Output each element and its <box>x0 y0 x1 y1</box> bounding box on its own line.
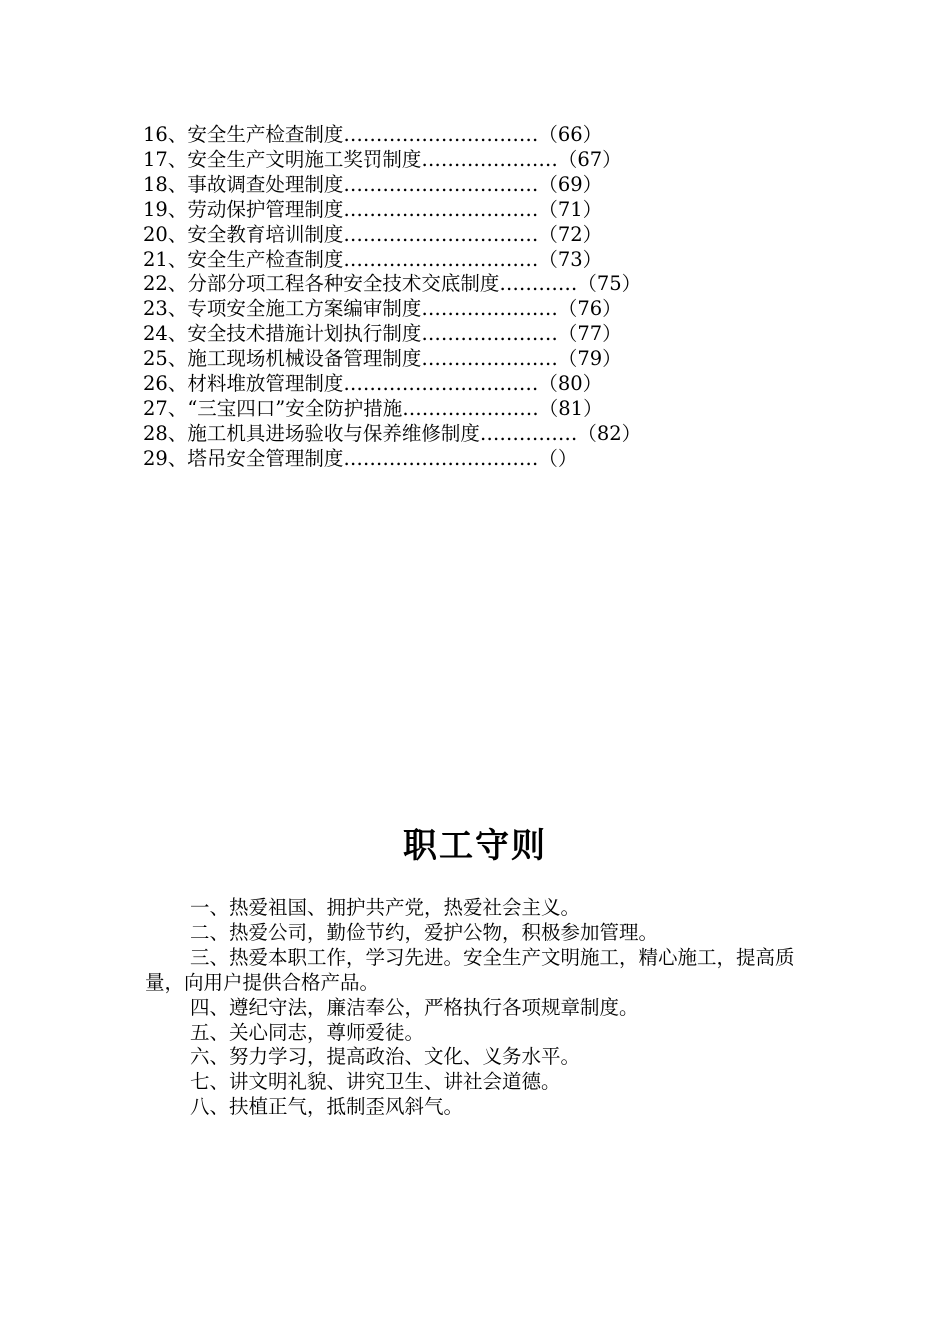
rule-item: 六、努力学习，提高政治、文化、义务水平。 <box>190 1045 581 1069</box>
rule-item: 二、热爱公司，勤俭节约，爱护公物，积极参加管理。 <box>190 920 659 944</box>
section-title: 职工守则 <box>403 826 547 866</box>
toc-item: 18、事故调查处理制度…………………………（69） <box>143 172 603 196</box>
toc-item: 20、安全教育培训制度…………………………（72） <box>143 222 603 246</box>
toc-item: 23、专项安全施工方案编审制度…………………（76） <box>143 297 622 321</box>
toc-item: 26、材料堆放管理制度…………………………（80） <box>143 372 603 396</box>
toc-item: 27、“三宝四口”安全防护措施…………………（81） <box>143 396 603 420</box>
rule-item: 三、热爱本职工作，学习先进。安全生产文明施工，精心施工，提高质量，向用户提供合格产品。 <box>145 945 795 994</box>
rule-item: 五、关心同志，尊师爱徒。 <box>190 1020 425 1044</box>
toc-item: 28、施工机具进场验收与保养维修制度……………（82） <box>143 421 642 445</box>
toc-item: 17、安全生产文明施工奖罚制度…………………（67） <box>143 147 622 171</box>
employee-code-list <box>145 896 825 1120</box>
toc-item: 21、安全生产检查制度…………………………（73） <box>143 247 603 271</box>
toc-item: 24、安全技术措施计划执行制度…………………（77） <box>143 322 622 346</box>
toc-item: 25、施工现场机械设备管理制度…………………（79） <box>143 347 622 371</box>
toc-item: 29、塔吊安全管理制度…………………………（） <box>143 446 578 470</box>
toc-item: 19、劳动保护管理制度…………………………（71） <box>143 197 603 221</box>
toc-item: 16、安全生产检查制度…………………………（66） <box>143 123 603 146</box>
rule-item: 七、讲文明礼貌、讲究卫生、讲社会道德。 <box>190 1070 561 1094</box>
table-of-contents <box>143 123 863 472</box>
toc-item: 22、分部分项工程各种安全技术交底制度…………（75） <box>143 272 642 296</box>
rule-item: 一、热爱祖国、拥护共产党，热爱社会主义。 <box>190 896 581 919</box>
rule-item: 四、遵纪守法，廉洁奉公，严格执行各项规章制度。 <box>190 995 639 1019</box>
rule-item: 八、扶植正气，抵制歪风斜气。 <box>190 1095 464 1119</box>
